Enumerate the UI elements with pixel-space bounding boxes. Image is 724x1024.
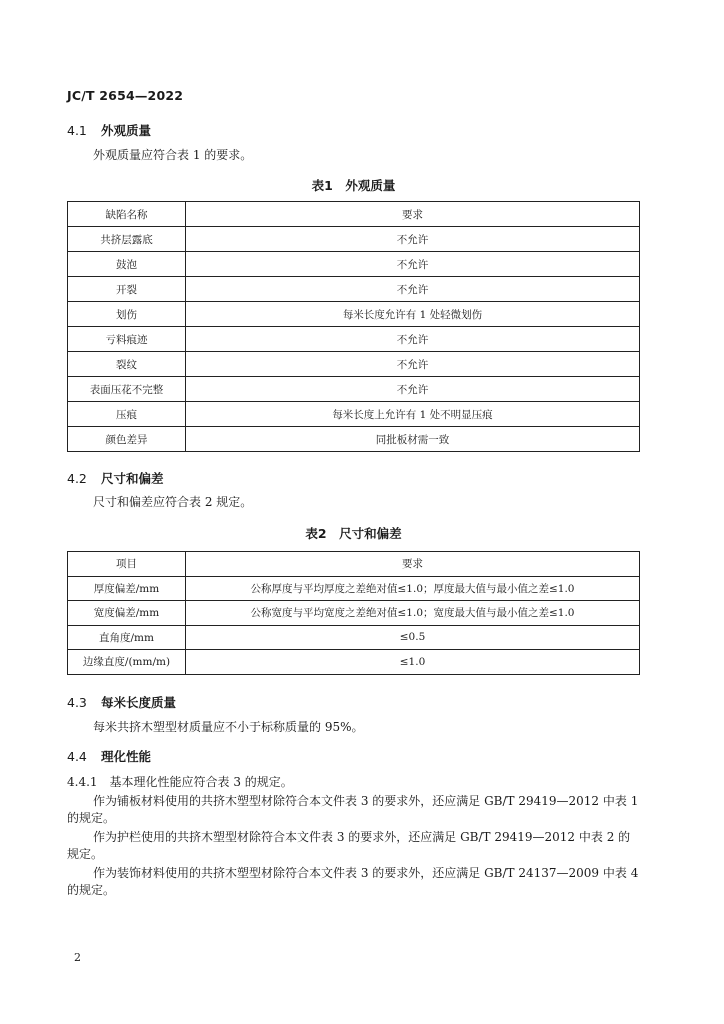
defect-name-cell: 表面压花不完整 [68,377,186,402]
section-4-2-text: 尺寸和偏差应符合表 2 规定。 [93,495,253,509]
section-4-1-heading [67,121,151,139]
table-row [68,352,640,377]
requirement-cell: 不允许 [186,352,640,377]
defect-name-cell: 开裂 [68,277,186,302]
table-row [68,277,640,302]
requirement-cell: 公称宽度与平均宽度之差绝对值≤1.0；宽度最大值与最小值之差≤1.0 [186,601,640,626]
table-row [68,650,640,675]
section-number: 4.1 [67,123,87,138]
header-cell: 缺陷名称 [68,202,186,227]
table-1-appearance-quality [67,201,640,452]
table-row [68,302,640,327]
table-row [68,252,640,277]
table-header-row [68,552,640,577]
item-cell: 宽度偏差/mm [68,601,186,626]
requirement-cell: 不允许 [186,377,640,402]
defect-name-cell: 鼓泡 [68,252,186,277]
table-row [68,402,640,427]
page-number: 2 [74,951,81,964]
defect-name-cell: 共挤层露底 [68,227,186,252]
requirement-cell: 每米长度允许有 1 处轻微划伤 [186,302,640,327]
table-row [68,576,640,601]
defect-name-cell: 划伤 [68,302,186,327]
document-code: JC/T 2654—2022 [67,88,184,103]
defect-name-cell: 裂纹 [68,352,186,377]
table-2-dimensions-tolerance [67,551,640,675]
table-row [68,327,640,352]
section-title: 尺寸和偏差 [101,471,164,486]
item-cell: 边缘直度/(mm/m) [68,650,186,675]
requirement-cell: 不允许 [186,327,640,352]
section-number: 4.2 [67,471,87,486]
paragraph-decking-use: 作为铺板材料使用的共挤木塑型材除符合本文件表 3 的要求外，还应满足 GB/T 29419—2012 中表 1 的规定。 [67,794,639,825]
requirement-cell: 不允许 [186,277,640,302]
section-title: 每米长度质量 [101,695,177,710]
requirement-cell: ≤0.5 [186,625,640,650]
paragraph-decoration-use: 作为装饰材料使用的共挤木塑型材除符合本文件表 3 的要求外，还应满足 GB/T 24137—2009 中表 4 的规定。 [67,866,639,897]
section-4-3-text: 每米共挤木塑型材质量应不小于标称质量的 95%。 [93,720,364,734]
section-4-4-heading [67,747,151,765]
table-2-caption: 表2 尺寸和偏差 [305,526,402,541]
section-number: 4.4 [67,749,87,764]
header-cell: 要求 [186,552,640,577]
paragraph-railing-use: 作为护栏使用的共挤木塑型材除符合本文件表 3 的要求外，还应满足 GB/T 29419—2012 中表 2 的规定。 [67,830,631,861]
section-4-1-text: 外观质量应符合表 1 的要求。 [93,148,253,162]
table-row [68,427,640,452]
requirement-cell: 不允许 [186,227,640,252]
table-row [68,625,640,650]
table-row [68,601,640,626]
item-cell: 厚度偏差/mm [68,576,186,601]
requirement-cell: 每米长度上允许有 1 处不明显压痕 [186,402,640,427]
table-header-row [68,202,640,227]
clause-4-4-1: 4.4.1 基本理化性能应符合表 3 的规定。 [67,775,293,789]
defect-name-cell: 颜色差异 [68,427,186,452]
header-cell: 项目 [68,552,186,577]
table-row [68,377,640,402]
section-4-2-heading [67,469,164,487]
table-1-caption: 表1 外观质量 [311,178,396,193]
requirement-cell: 公称厚度与平均厚度之差绝对值≤1.0；厚度最大值与最小值之差≤1.0 [186,576,640,601]
requirement-cell: 不允许 [186,252,640,277]
header-cell: 要求 [186,202,640,227]
section-title: 外观质量 [101,123,152,138]
defect-name-cell: 压痕 [68,402,186,427]
requirement-cell: ≤1.0 [186,650,640,675]
section-4-3-heading [67,693,176,711]
table-row [68,227,640,252]
requirement-cell: 同批板材需一致 [186,427,640,452]
section-title: 理化性能 [101,749,152,764]
defect-name-cell: 亏料痕迹 [68,327,186,352]
section-number: 4.3 [67,695,87,710]
item-cell: 直角度/mm [68,625,186,650]
